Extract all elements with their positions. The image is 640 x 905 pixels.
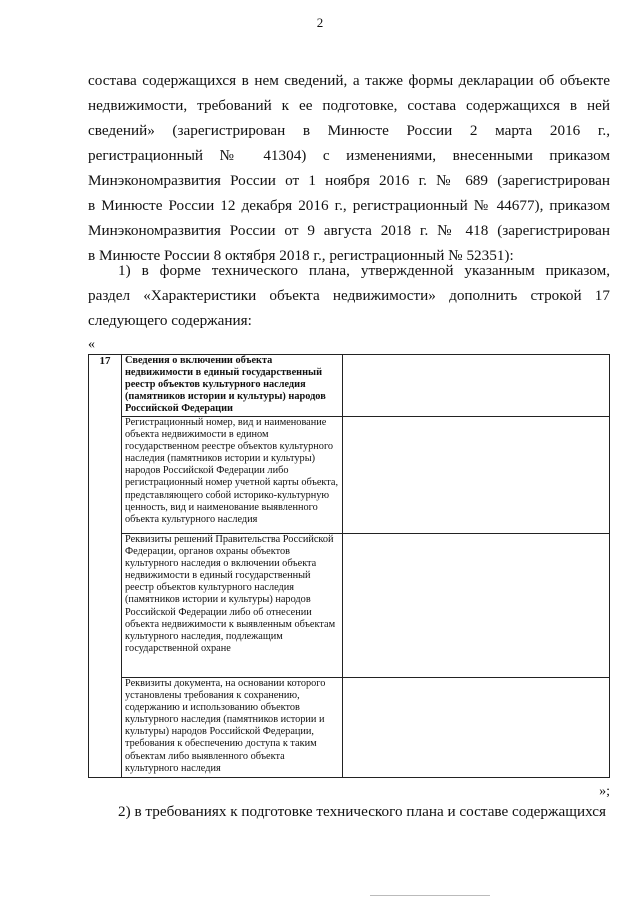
scan-artifact-line	[370, 895, 490, 896]
text-line: недвижимости, требований к ее подготовке, состава содержащихся в ней	[88, 97, 610, 114]
text-line: Минэкономразвития России от 1 ноября 2016 г. № 689 (зарегистрирован	[88, 172, 610, 189]
table-label-cell: Реквизиты решений Правительства Российской Федерации, органов охраны объектов культурного наследия о включении объекта недвижимости в единый государственный реестр объектов культурного наследия (памятников истории и культуры) народов Российской Федерации либо об отнесении объекта недвижимости к выявленным объектам культурного наследия, подлежащим государственной охране	[122, 534, 343, 678]
table-label-cell: Сведения о включении объекта недвижимости в единый государственный реестр объектов культурного наследия (памятников истории и культуры) народов Российской Федерации	[122, 355, 343, 417]
table-row	[89, 678, 610, 778]
table-row	[89, 355, 610, 417]
close-quote-mark: »;	[599, 784, 610, 799]
text-line: раздел «Характеристики объекта недвижимости» дополнить строкой 17	[88, 287, 610, 304]
table-label-cell: Реквизиты документа, на основании которого установлены требования к сохранению, содержанию и использованию объектов культурного наследия (памятников истории и культуры) народов Российской Федерации, требования к обеспечению доступа к таким объектам либо выявленного объекта культурного наследия	[122, 678, 343, 778]
table-value-cell	[343, 417, 610, 534]
text-line: регистрационный № 41304) с изменениями, внесенными приказом	[88, 147, 610, 164]
table-value-cell	[343, 534, 610, 678]
text-line: в Минюсте России 8 октября 2018 г., регистрационный № 52351):	[88, 247, 514, 264]
characteristics-table	[88, 354, 610, 778]
text-line: сведений» (зарегистрирован в Минюсте России 2 марта 2016 г.,	[88, 122, 610, 139]
text-line: следующего содержания:	[88, 312, 252, 329]
open-quote-mark: «	[88, 337, 95, 352]
paragraph-order-reference	[88, 68, 610, 268]
text-line: 1) в форме технического плана, утвержденной указанным приказом,	[118, 262, 610, 279]
row-number-cell: 17	[89, 355, 122, 778]
table-label-cell: Регистрационный номер, вид и наименование объекта недвижимости в едином государственном реестре объектов культурного наследия (памятников истории и культуры) народов Российской Федерации либо регистрационный номер учетной карты объекта, представляющего собой историко-культурную ценность, вид и наименование выявленного объекта культурного наследия	[122, 417, 343, 534]
text-line: состава содержащихся в нем сведений, а также формы декларации об объекте	[88, 72, 610, 89]
paragraph-item-2: 2) в требованиях к подготовке технического плана и составе содержащихся	[118, 803, 606, 820]
page-number: 2	[316, 15, 324, 30]
table-row	[89, 417, 610, 534]
table-value-cell	[343, 678, 610, 778]
paragraph-item-1	[88, 258, 610, 333]
table-value-cell	[343, 355, 610, 417]
text-line: в Минюсте России 12 декабря 2016 г., регистрационный № 44677), приказом	[88, 197, 610, 214]
text-line: Минэкономразвития России от 9 августа 2018 г. № 418 (зарегистрирован	[88, 222, 610, 239]
table-row	[89, 534, 610, 678]
